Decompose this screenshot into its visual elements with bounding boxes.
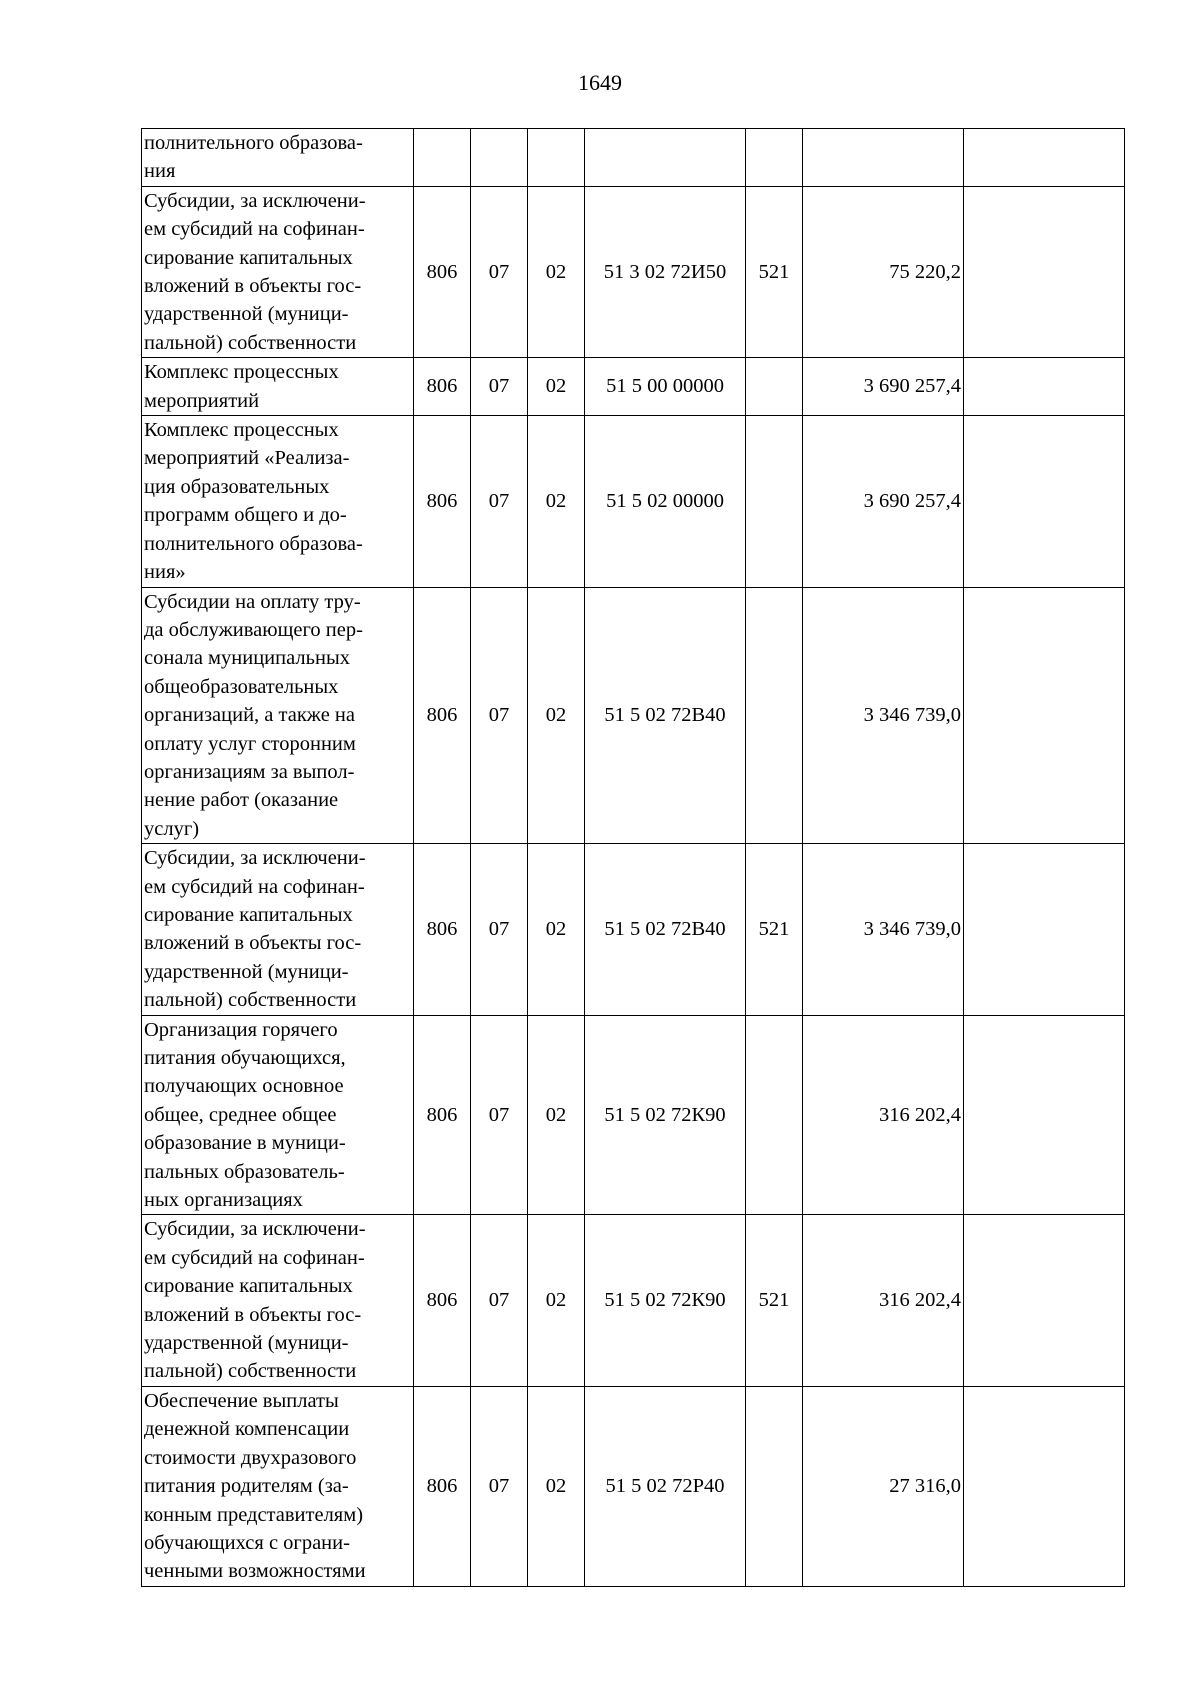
description-line: сирование капитальных	[144, 246, 353, 269]
description-line: Комплекс процессных	[144, 361, 339, 384]
cell-empty	[964, 587, 1125, 844]
description-line: вложений в объекты гос-	[144, 275, 362, 298]
cell-description	[142, 1015, 414, 1215]
cell-expense-type: 521	[746, 186, 803, 357]
cell-subsection-code: 02	[528, 1215, 585, 1386]
description-line: ченными возможностями	[144, 1560, 366, 1583]
cell-amount: 3 346 739,0	[803, 587, 964, 844]
description-line: ударственной (муници-	[144, 303, 349, 326]
description-line: образование в муници-	[144, 1132, 346, 1155]
cell-ministry-code: 806	[414, 1386, 471, 1586]
cell-ministry-code: 806	[414, 587, 471, 844]
description-line: полнительного образова-	[144, 532, 363, 555]
budget-table	[141, 128, 1125, 1587]
description-line: ния»	[144, 561, 186, 584]
description-line: питания родителям (за-	[144, 1475, 349, 1498]
cell-subsection-code: 02	[528, 587, 585, 844]
cell-section-code: 07	[471, 358, 528, 416]
description-line: нение работ (оказание	[144, 789, 339, 812]
cell-description	[142, 186, 414, 357]
description-line: пальной) собственности	[144, 1360, 357, 1383]
description-line: получающих основное	[144, 1075, 344, 1098]
description-line: Обеспечение выплаты	[144, 1389, 339, 1412]
cell-expense-type	[746, 416, 803, 587]
cell-expense-type	[746, 587, 803, 844]
cell-description	[142, 129, 414, 187]
cell-empty	[964, 844, 1125, 1015]
page-number: 1649	[578, 70, 622, 95]
cell-amount: 316 202,4	[803, 1015, 964, 1215]
description-line: денежной компенсации	[144, 1418, 350, 1441]
cell-expense-type: 521	[746, 1215, 803, 1386]
description-line: Субсидии, за исключени-	[144, 1218, 366, 1241]
cell-target-article: 51 3 02 72И50	[585, 186, 746, 357]
cell-expense-type	[746, 1015, 803, 1215]
description-line: сонала муниципальных	[144, 647, 350, 670]
cell-target-article: 51 5 00 00000	[585, 358, 746, 416]
description-line: конным представителям)	[144, 1503, 364, 1526]
description-line: услуг)	[144, 817, 200, 840]
cell-expense-type	[746, 358, 803, 416]
cell-empty	[964, 358, 1125, 416]
description-line: ных организациях	[144, 1189, 303, 1212]
cell-subsection-code: 02	[528, 1015, 585, 1215]
cell-expense-type	[746, 1386, 803, 1586]
description-line: ударственной (муници-	[144, 1332, 349, 1355]
cell-target-article: 51 5 02 72К90	[585, 1015, 746, 1215]
cell-empty	[964, 129, 1125, 187]
description-line: мероприятий	[144, 389, 260, 412]
cell-description	[142, 844, 414, 1015]
table-row	[142, 844, 1125, 1015]
cell-section-code: 07	[471, 844, 528, 1015]
cell-empty	[964, 1015, 1125, 1215]
cell-empty	[964, 1215, 1125, 1386]
cell-section-code: 07	[471, 186, 528, 357]
description-line: Субсидии на оплату тру-	[144, 590, 361, 613]
cell-section-code: 07	[471, 587, 528, 844]
description-line: вложений в объекты гос-	[144, 1303, 362, 1326]
cell-target-article: 51 5 02 72В40	[585, 844, 746, 1015]
description-line: Организация горячего	[144, 1018, 338, 1041]
description-line: пальной) собственности	[144, 331, 357, 354]
description-line: Комплекс процессных	[144, 419, 339, 442]
description-line: обучающихся с ограни-	[144, 1531, 350, 1554]
description-line: организациям за выпол-	[144, 760, 355, 783]
description-line: да обслуживающего пер-	[144, 618, 363, 641]
table-body	[142, 129, 1125, 1587]
description-line: организаций, а также на	[144, 704, 355, 727]
table-row	[142, 186, 1125, 357]
cell-target-article: 51 5 02 72К90	[585, 1215, 746, 1386]
cell-empty	[964, 416, 1125, 587]
cell-ministry-code: 806	[414, 1015, 471, 1215]
cell-subsection-code: 02	[528, 1386, 585, 1586]
description-line: оплату услуг сторонним	[144, 732, 356, 755]
description-line: общее, среднее общее	[144, 1103, 337, 1126]
cell-section-code	[471, 129, 528, 187]
cell-amount	[803, 129, 964, 187]
cell-expense-type: 521	[746, 844, 803, 1015]
cell-subsection-code: 02	[528, 358, 585, 416]
cell-description	[142, 1386, 414, 1586]
table-row	[142, 587, 1125, 844]
description-line: пальных образователь-	[144, 1160, 345, 1183]
cell-description	[142, 358, 414, 416]
description-line: ударственной (муници-	[144, 960, 349, 983]
cell-expense-type	[746, 129, 803, 187]
cell-ministry-code: 806	[414, 416, 471, 587]
description-line: программ общего и до-	[144, 504, 347, 527]
cell-section-code: 07	[471, 1386, 528, 1586]
cell-ministry-code: 806	[414, 844, 471, 1015]
description-line: полнительного образова-	[144, 132, 363, 154]
cell-subsection-code: 02	[528, 186, 585, 357]
cell-empty	[964, 186, 1125, 357]
cell-section-code: 07	[471, 1215, 528, 1386]
cell-target-article	[585, 129, 746, 187]
cell-amount: 3 690 257,4	[803, 416, 964, 587]
cell-target-article: 51 5 02 72В40	[585, 587, 746, 844]
description-line: питания обучающихся,	[144, 1047, 346, 1069]
cell-empty	[964, 1386, 1125, 1586]
description-line: стоимости двухразового	[144, 1446, 357, 1469]
table-row	[142, 416, 1125, 587]
cell-description	[142, 1215, 414, 1386]
cell-description	[142, 416, 414, 587]
cell-target-article: 51 5 02 00000	[585, 416, 746, 587]
cell-ministry-code: 806	[414, 1215, 471, 1386]
description-line: пальной) собственности	[144, 989, 357, 1012]
cell-amount: 27 316,0	[803, 1386, 964, 1586]
description-line: Субсидии, за исключени-	[144, 189, 366, 212]
description-line: вложений в объекты гос-	[144, 932, 362, 955]
cell-ministry-code: 806	[414, 358, 471, 416]
cell-subsection-code: 02	[528, 844, 585, 1015]
description-line: ция образовательных	[144, 475, 330, 498]
description-line: ния	[144, 160, 176, 183]
cell-subsection-code	[528, 129, 585, 187]
description-line: ем субсидий на софинан-	[144, 1246, 365, 1269]
cell-amount: 316 202,4	[803, 1215, 964, 1386]
table-row	[142, 1386, 1125, 1586]
cell-amount: 75 220,2	[803, 186, 964, 357]
cell-description	[142, 587, 414, 844]
description-line: общеобразовательных	[144, 675, 339, 698]
description-line: Субсидии, за исключени-	[144, 847, 366, 870]
description-line: сирование капитальных	[144, 1275, 353, 1298]
cell-subsection-code: 02	[528, 416, 585, 587]
table-row	[142, 358, 1125, 416]
cell-ministry-code: 806	[414, 186, 471, 357]
cell-amount: 3 346 739,0	[803, 844, 964, 1015]
cell-target-article: 51 5 02 72Р40	[585, 1386, 746, 1586]
cell-amount: 3 690 257,4	[803, 358, 964, 416]
table-row	[142, 1015, 1125, 1215]
cell-ministry-code	[414, 129, 471, 187]
description-line: ем субсидий на софинан-	[144, 218, 365, 241]
cell-section-code: 07	[471, 1015, 528, 1215]
description-line: ем субсидий на софинан-	[144, 875, 365, 898]
description-line: мероприятий «Реализа-	[144, 447, 350, 470]
description-line: сирование капитальных	[144, 903, 353, 926]
table-row	[142, 129, 1125, 187]
cell-section-code: 07	[471, 416, 528, 587]
table-row	[142, 1215, 1125, 1386]
